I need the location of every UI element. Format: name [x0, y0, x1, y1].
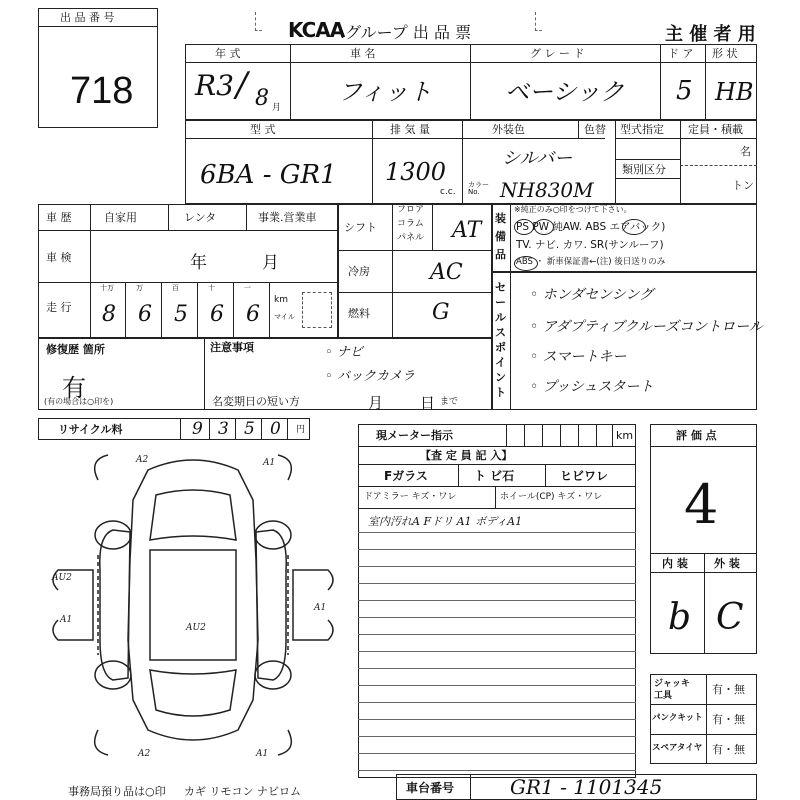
mileage-digit-unit: 十: [208, 284, 215, 292]
mileage-label: 走 行: [46, 301, 72, 314]
fuel-value: G: [432, 300, 450, 325]
car-name-label: 車 名: [350, 47, 376, 60]
doors-value: 5: [676, 76, 693, 106]
equipment-line-3: ABS ・ 新車保証書←(注) 後日送りのみ: [516, 257, 666, 267]
recycle-digit: 0: [270, 419, 281, 439]
shape-label: 形 状: [712, 47, 738, 60]
mileage-digit-unit: 万: [136, 284, 143, 292]
spare-tire-label: スペアタイヤ: [652, 743, 703, 753]
door-mirror-label: ドアミラー キズ・ワレ: [364, 492, 457, 502]
exterior-color-label: 外装色: [492, 123, 525, 136]
diagram-mark-right-side: A1: [314, 603, 327, 613]
repair-history-value: 有: [62, 374, 86, 402]
diagram-mark-rear-right: A1: [256, 749, 269, 759]
inspector-section-label: 【査 定 員 記 入】: [420, 449, 513, 462]
mileage-digit-cell: [90, 282, 126, 338]
note-item-1: ◦ ナビ: [325, 345, 363, 360]
history-business-option: 事業.営業車: [258, 211, 317, 224]
mileage-digit: 5: [174, 302, 188, 327]
score-label: 評 価 点: [676, 429, 717, 442]
lot-number-value: 718: [70, 70, 134, 112]
puncture-option: 有・無: [712, 713, 745, 726]
notes-label: 注意事項: [210, 341, 254, 354]
diagram-mark-left-rear: A1: [60, 615, 73, 625]
sponsor-label: 主 催 者 用: [665, 24, 756, 45]
mile-unit: マイル: [274, 313, 295, 321]
car-name-value: フィット: [338, 78, 433, 106]
office-items-list: カギ リモコン ナビロム: [184, 785, 301, 798]
sales-point-item-1: ◦ ホンダセンシング: [530, 287, 654, 303]
lot-number-label: 出 品 番 号: [60, 11, 115, 24]
front-glass-label: Fガラス: [384, 469, 428, 483]
mileage-digit-cell: [162, 282, 198, 338]
grade-label: グ レ ー ド: [530, 47, 585, 60]
diagram-mark-left-side: AU2: [52, 573, 72, 583]
sales-point-item-4: ◦ プッシュスタート: [530, 379, 654, 395]
shape-value: HB: [715, 78, 754, 106]
shift-floor-option: フロア: [397, 205, 425, 215]
cc-unit: c.c.: [440, 187, 456, 197]
stone-chip-label: ト ビ石: [474, 469, 515, 483]
ac-label: 冷房: [348, 265, 370, 278]
recycle-fee-unit: 円: [296, 425, 306, 435]
equipment-note: ※純正のみ○印をつけて下さい。: [514, 205, 632, 214]
type-designation-label: 型式指定: [620, 123, 664, 136]
meter-reading-label: 現メーター指示: [376, 429, 453, 442]
recycle-digit-cell: [262, 418, 288, 440]
month-value: 8: [255, 86, 269, 111]
shift-value: AT: [452, 218, 482, 243]
shift-column-option: コラム: [397, 219, 424, 229]
displacement-label: 排 気 量: [390, 123, 430, 136]
chassis-number-value: GR1 - 1101345: [510, 775, 663, 799]
mileage-digit-unit: 十万: [100, 284, 114, 292]
exterior-grade: C: [716, 597, 744, 638]
recycle-digit: 9: [192, 419, 203, 439]
history-private-option: 自家用: [104, 211, 137, 224]
chassis-number-label: 車台番号: [406, 781, 455, 795]
sales-point-item-3: ◦ スマートキー: [530, 349, 627, 365]
model-type-value: 6BA - GR1: [200, 160, 337, 190]
meter-km-unit: km: [616, 429, 634, 442]
recycle-digit: 5: [244, 419, 255, 439]
color-number-label: カラー No.: [468, 181, 489, 196]
name-change-until: まで: [440, 397, 459, 407]
shift-label: シフト: [344, 221, 377, 234]
color-number-value: NH830M: [500, 178, 594, 202]
recycle-digit: 3: [218, 419, 229, 439]
inspection-year-unit: 年: [190, 253, 207, 273]
note-item-2: ◦ バックカメラ: [325, 369, 415, 384]
wheel-label: ホイール(CP) キズ・ワレ: [500, 492, 603, 502]
displacement-value: 1300: [385, 158, 447, 186]
ac-value: AC: [430, 260, 463, 285]
name-change-label: 名変期日の短い方: [212, 395, 300, 408]
inspector-remark: 室内汚れA Fドリ A1 ボディA1: [368, 515, 523, 528]
grade-value: ベーシック: [505, 78, 625, 106]
equipment-label: 装備品: [495, 212, 506, 261]
spare-option: 有・無: [712, 743, 745, 756]
equipment-line-1: PS PW 純AW. ABS エアバック): [516, 221, 666, 233]
doors-label: ド ア: [668, 47, 694, 60]
mileage-digit-unit: 百: [172, 284, 179, 292]
inspection-label: 車 検: [46, 251, 72, 264]
brand-logo: KCAA: [288, 18, 345, 42]
shift-panel-option: パネル: [397, 233, 425, 243]
puncture-kit-label: パンクキット: [652, 713, 703, 723]
repair-history-label: 修復歴 箇所: [46, 343, 105, 356]
crack-label: ヒビワレ: [560, 469, 609, 483]
mileage-digit-cell: [234, 282, 270, 338]
name-change-day: 日: [420, 394, 436, 412]
mileage-digit-cell: [198, 282, 234, 338]
history-rental-option: レンタ: [184, 211, 217, 224]
mileage-digit-unit: 一: [244, 284, 251, 292]
fuel-label: 燃料: [348, 307, 370, 320]
jack-option: 有・無: [712, 683, 745, 696]
sales-point-label: セールスポイント: [495, 281, 506, 399]
tons-unit: トン: [732, 179, 754, 192]
sales-point-item-2: ◦ アダプティブクルーズコントロール: [530, 319, 763, 335]
repaint-label: 色替: [584, 123, 606, 136]
mileage-digit: 6: [210, 302, 224, 327]
year-label: 年 式: [215, 47, 241, 60]
recycle-digit-cell: [236, 418, 262, 440]
repair-history-note: (有の場合は○印を): [44, 397, 114, 406]
office-items-label: 事務局預り品は○印: [68, 785, 166, 798]
recycle-digit-cell: [210, 418, 236, 440]
exterior-label: 外 装: [714, 557, 740, 570]
recycle-fee-label: リサイクル料: [58, 423, 123, 436]
car-damage-diagram: [38, 440, 353, 770]
inspection-month-unit: 月: [262, 253, 279, 273]
class-label: 類別区分: [622, 163, 666, 176]
model-type-label: 型 式: [250, 123, 276, 136]
exterior-color-value: シルバー: [502, 148, 573, 169]
mileage-digit: 6: [246, 302, 260, 327]
interior-grade: b: [668, 597, 692, 638]
month-unit: 月: [272, 103, 282, 113]
jack-tools-label: ジャッキ工具: [654, 679, 690, 701]
persons-unit: 名: [740, 145, 751, 158]
recycle-digit-cell: [184, 418, 210, 440]
form-title: .グループ 出 品 票: [340, 23, 472, 42]
mileage-digit: 8: [102, 302, 116, 327]
name-change-month: 月: [368, 394, 384, 412]
history-label: 車 歴: [46, 211, 72, 224]
equipment-line-2: TV. ナビ. カワ. SR(サンルーフ): [516, 239, 664, 251]
interior-label: 内 装: [662, 557, 688, 570]
diagram-mark-roof: AU2: [186, 623, 206, 633]
year-value: R3: [195, 69, 234, 102]
mileage-digit: 6: [138, 302, 152, 327]
capacity-label: 定員・積載: [688, 123, 743, 136]
diagram-mark-front-right: A1: [263, 458, 276, 468]
diagram-mark-front-left: A2: [136, 455, 149, 465]
diagram-mark-rear-left: A2: [138, 749, 151, 759]
overall-score: 4: [684, 473, 719, 536]
mileage-digit-cell: [126, 282, 162, 338]
km-unit: km: [274, 295, 288, 305]
